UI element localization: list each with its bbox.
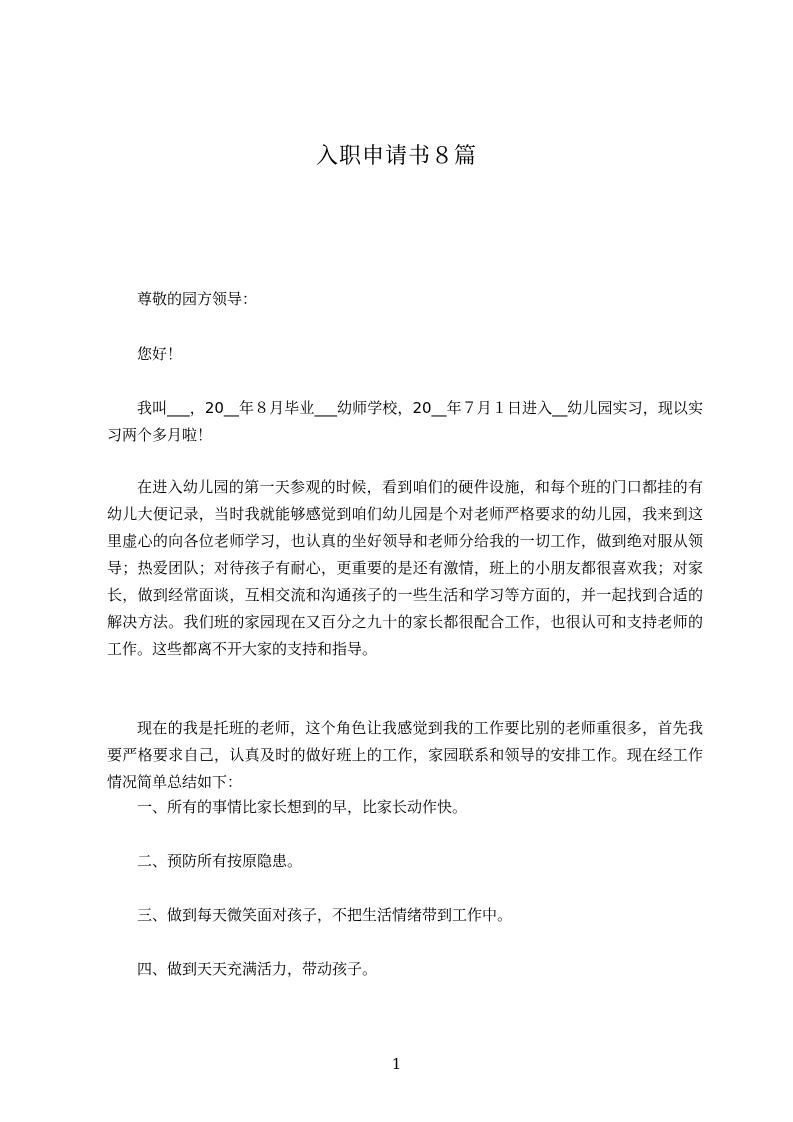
salutation: 尊敬的园方领导： [137,290,258,308]
paragraph-3: 现在的我是托班的老师，这个角色让我感觉到我的工作要比别的老师重很多，首先我要严格要求自己，认真及时的做好班上的工作，家园联系和领导的安排工作。现在经工作情况简单总结如下： [107,719,703,791]
paragraph-1: 我叫___，20__年８月毕业___幼师学校，20__年７月１日进入__幼儿园实习，现以实习两个多月啦！ [107,399,703,444]
list-item-2: 二、预防所有按原隐患。 [137,852,303,870]
greeting: 您好！ [137,345,183,363]
document-title: 入职申请书８篇 [315,144,477,169]
list-item-4: 四、做到天天充满活力，带动孩子。 [137,960,378,978]
page-number: 1 [391,1055,402,1073]
list-item-1: 一、所有的事情比家长想到的早，比家长动作快。 [137,798,468,816]
paragraph-2: 在进入幼儿园的第一天参观的时候，看到咱们的硬件设施，和每个班的门口都挂的有幼儿大便记录，当时我就能够感觉到咱们幼儿园是个对老师严格要求的幼儿园，我来到这里虚心的向各位老师学习，也认真的坐好领导和老师分给我的一切工作，做到绝对服从领导；热爱团队；对待孩子有耐心，更重要的是还有激情，班上的小朋友都很喜欢我；对家长，做到经常面谈，互相交流和沟通孩子的一些生活和学习等方面的，并一起找到合适的解决方法。我们班的家园现在又百分之九十的家长都很配合工作，也很认可和支持老师的工作。这些都离不开大家的支持和指导。 [107,478,703,658]
list-item-3: 三、做到每天微笑面对孩子，不把生活情绪带到工作中。 [137,906,513,924]
